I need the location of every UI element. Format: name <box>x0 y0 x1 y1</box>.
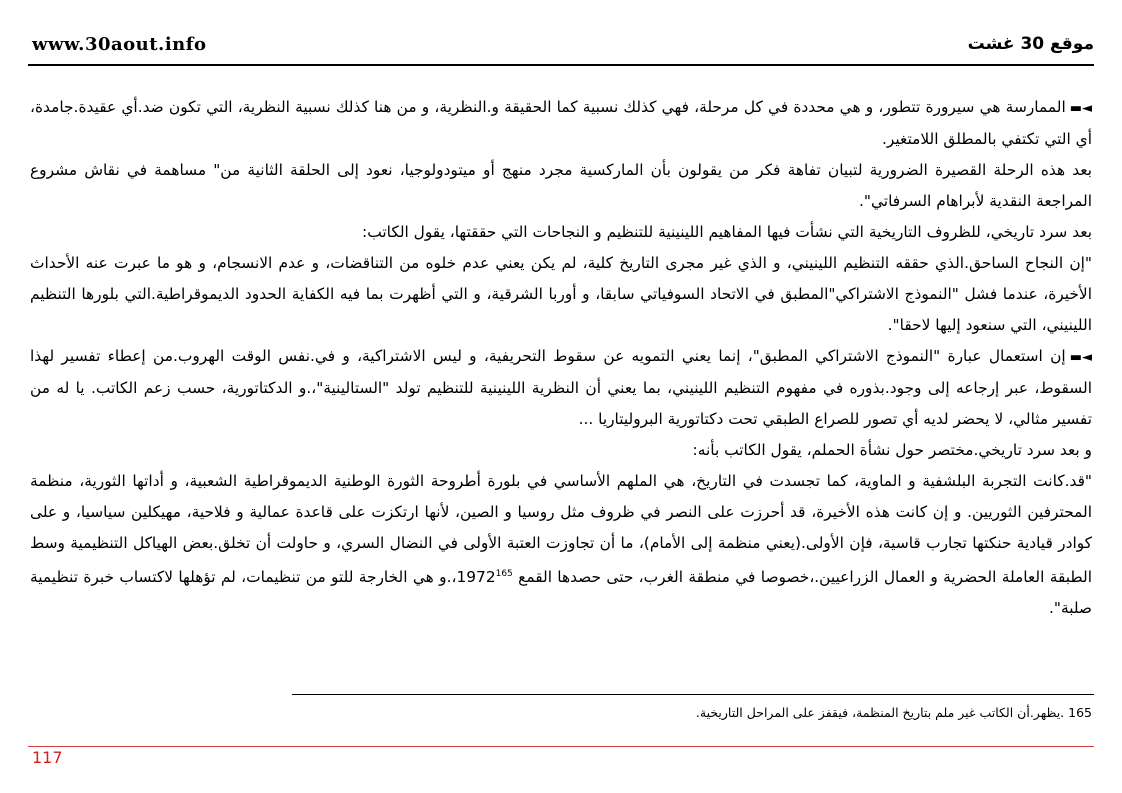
paragraph-text: إن استعمال عبارة "النموذج الاشتراكي المطبق"، إنما يعني التمويه عن سقوط التحريفية، و ليس الاشتراكية، و في.نفس الوقت الهروب.من إعطاء تفسير لهذا السقوط، عبر إرجاعه إلى وجود.بذوره في مفهوم التنظيم اللينيني، بما يعني أن النظرية اللينينية للتنظيم تولد "الستالينية"،.و الدكتاتورية، حسب زعم الكاتب. يا له من تفسير مثالي، لا يحضر لديه أي تصور للصراع الطبقي تحت دكتاتورية البروليتاريا ... <box>30 347 1092 428</box>
footnote: 165 .يظهر.أن الكاتب غير ملم بتاريخ المنظمة، فيقفز على المراحل التاريخية. <box>695 705 1092 720</box>
paragraph <box>30 341 1092 435</box>
paragraph-text: "قد.كانت التجربة البلشفية و الماوية، كما تجسدت في التاريخ، هي الملهم الأساسي في بلورة أطروحة الثورة الوطنية الديموقراطية الشعبية، و أداتها الثورية، منظمة المحترفين الثوريين. و إن كانت هذه الأخيرة، قد أحرزت على النصر في ظروف مثل روسيا و الصين، لأنها ارتكزت على قاعدة عمالية و فلاحية، مهيكلين سياسيا، و على كوادر قيادية حنكتها تجارب قاسية، فإن الأولى.(يعني منظمة إلى الأمام)، ما أن تجاوزت العتبة الأولى في النضال السري، و حاولت أن تخلق.بعض الهياكل التنظيمية وسط الطبقة العاملة الحضرية و العمال الزراعيين.،خصوصا في منطقة الغرب، حتى حصدها القمع 1972 <box>30 472 1092 587</box>
paragraph-text: الممارسة هي سيرورة تتطور، و هي محددة في كل مرحلة، فهي كذلك نسبية كما الحقيقة و.النظرية، و من هنا كذلك نسبية النظرية، التي تكون ضد.أي عقيدة.جامدة، أي التي تكتفي بالمطلق اللامتغير. <box>30 98 1092 148</box>
page-number: 117 <box>32 748 63 767</box>
header-divider <box>28 64 1094 66</box>
footnote-divider <box>292 694 1094 695</box>
paragraph: بعد هذه الرحلة القصيرة الضرورية لتبيان تفاهة فكر من يقولون بأن الماركسية مجرد منهج أو ميتودولوجيا، نعود إلى الحلقة الثانية من" مساهمة في نقاش مشروع المراجعة النقدية لأبراهام السرفاتي". <box>30 161 1092 210</box>
footer-divider <box>28 746 1094 747</box>
quote-paragraph <box>30 466 1092 624</box>
footnote-reference[interactable]: 165 <box>495 569 513 579</box>
site-url: www.30aout.info <box>32 34 207 55</box>
pointing-arrow-icon: ◄▬ <box>1069 350 1092 365</box>
pointing-arrow-icon: ◄▬ <box>1069 101 1092 116</box>
article-body <box>30 92 1092 624</box>
paragraph <box>30 92 1092 155</box>
paragraph: بعد سرد تاريخي، للظروف التاريخية التي نشأت فيها المفاهيم اللينينية للتنظيم و النجاحات التي حققتها، يقول الكاتب: <box>362 223 1092 241</box>
page-header <box>28 34 1094 64</box>
paragraph: و بعد سرد تاريخي.مختصر حول نشأة الحملم، يقول الكاتب بأنه: <box>692 441 1092 459</box>
paragraph-text: ،.و هي الخارجة للتو من تنظيمات، لم تؤهلها لاكتساب خبرة تنظيمية صلبة". <box>30 568 1092 618</box>
quote-paragraph: "إن النجاح الساحق.الذي حققه التنظيم اللينيني، و الذي غير مجرى التاريخ كلية، لم يكن يعني عدم خلوه من التناقضات، و عدم الانسجام، و هو ما عبرت عنه الأحداث الأخيرة، عندما فشل "النموذج الاشتراكي"المطبق في الاتحاد السوفياتي سابقا، و أوربا الشرقية، و التي أظهرت بما فيه الكفاية الحدود الديموقراطية.التي بلورها التنظيم اللينيني، التي سنعود إليها لاحقا". <box>30 254 1092 334</box>
site-name: موقع 30 غشت <box>967 34 1094 54</box>
